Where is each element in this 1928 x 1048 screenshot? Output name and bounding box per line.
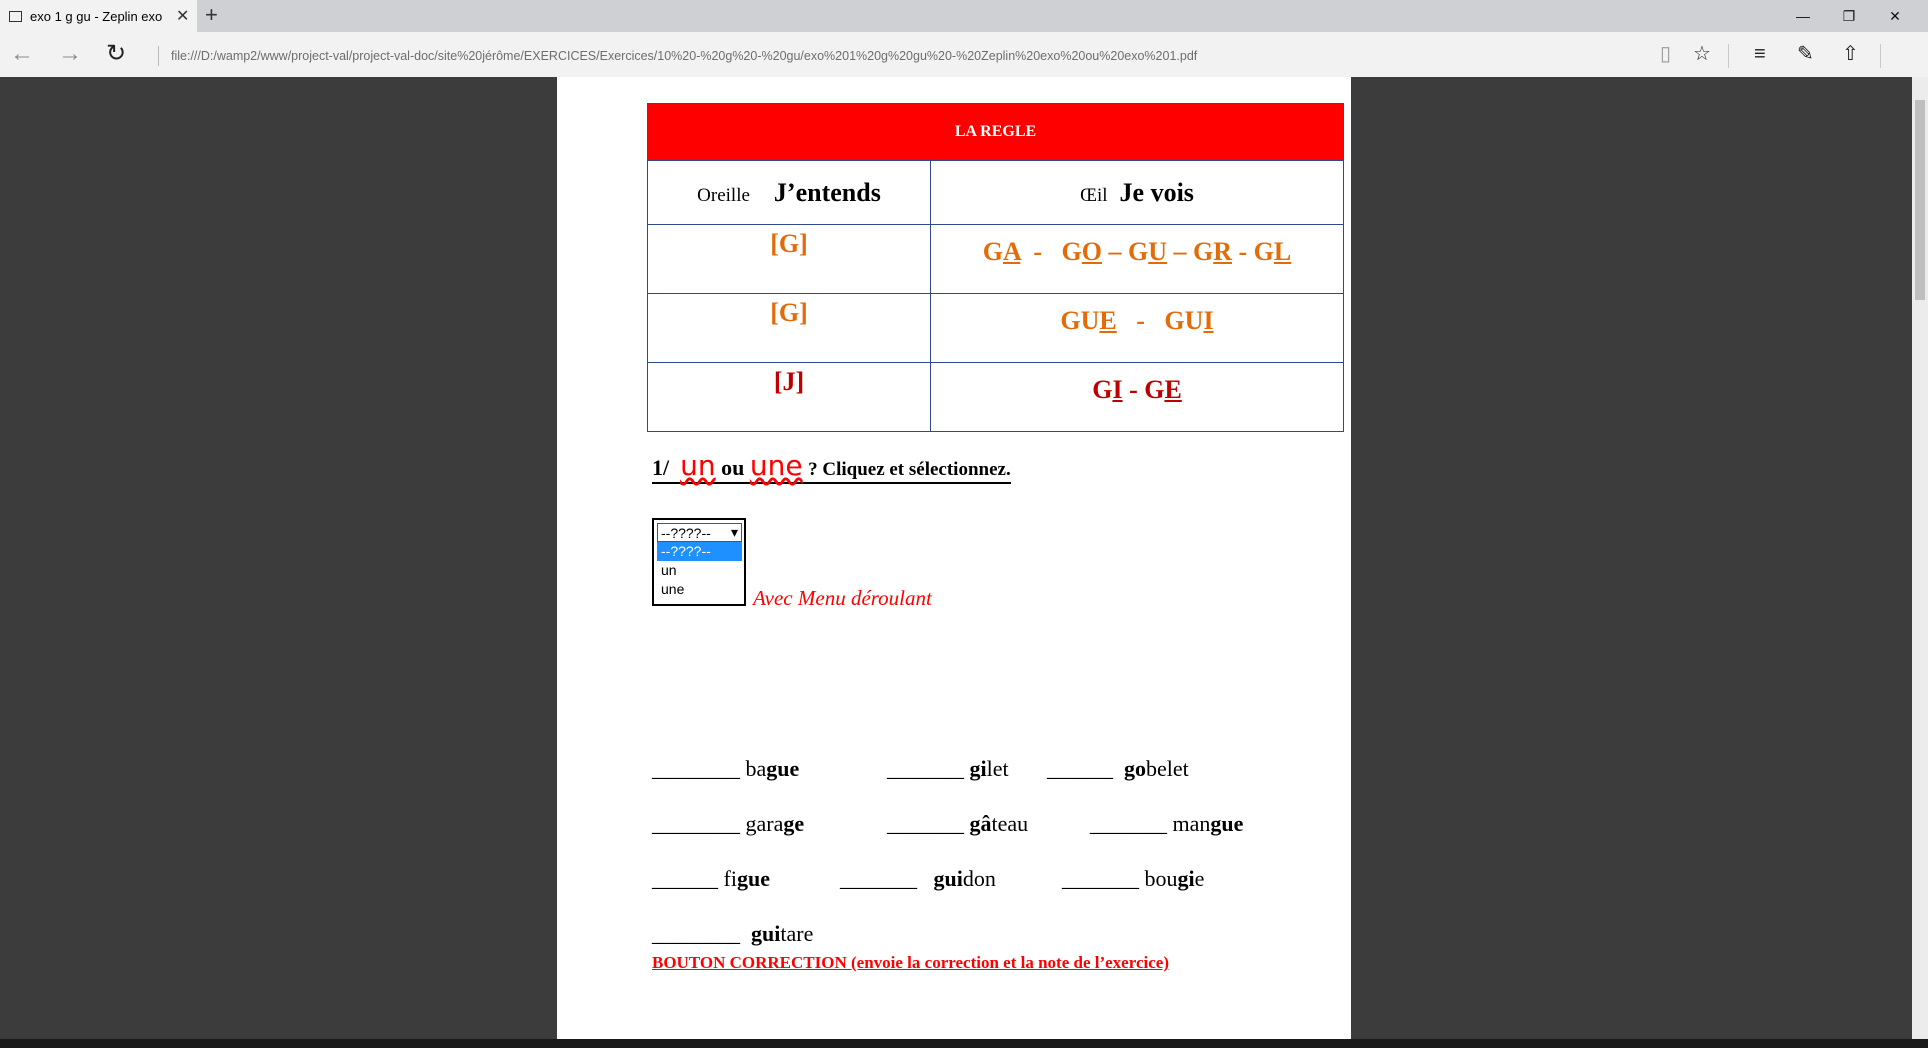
close-window-icon[interactable]: ✕ xyxy=(1889,7,1901,24)
pdf-page xyxy=(557,77,1351,1039)
instruction-text: ? Cliquez et sélectionnez. xyxy=(808,459,1011,480)
new-tab-button[interactable]: + xyxy=(205,2,218,27)
scrollbar-thumb[interactable] xyxy=(1915,100,1925,300)
hub-icon[interactable]: ≡ xyxy=(1754,43,1766,65)
toolbar-separator xyxy=(1728,44,1729,68)
sound-label: [G] xyxy=(770,298,808,327)
spelling-cell xyxy=(931,294,1344,363)
page-icon xyxy=(9,11,22,22)
question-title xyxy=(652,449,1011,484)
web-note-icon[interactable]: ✎ xyxy=(1797,43,1814,65)
spelling-text: GA - GO – GU – GR - GL xyxy=(982,237,1292,266)
dropdown-option[interactable]: une xyxy=(661,581,685,597)
forward-icon[interactable]: → xyxy=(58,40,82,67)
back-icon[interactable]: ← xyxy=(10,40,34,67)
close-tab-icon[interactable]: ✕ xyxy=(176,8,190,25)
navigation-bar xyxy=(0,32,1928,77)
dropdown-selected[interactable]: --????-- ▾ xyxy=(657,523,742,542)
word-item: _______ gâteau xyxy=(887,811,1029,836)
word-item: ________ guitare xyxy=(652,921,814,946)
scrollbar[interactable] xyxy=(1912,77,1928,1039)
see-header xyxy=(931,161,1344,225)
word-item: ________ bague xyxy=(652,756,800,781)
hear-label: J’entends xyxy=(773,177,881,207)
word-item: ______ gobelet xyxy=(1047,756,1189,781)
favorite-star-icon[interactable]: ☆ xyxy=(1693,43,1711,65)
word-item: _______ guidon xyxy=(840,866,996,891)
ou-word: ou xyxy=(721,455,745,480)
refresh-icon[interactable]: ↻ xyxy=(106,40,127,67)
sound-cell xyxy=(648,363,931,432)
chevron-down-icon: ▾ xyxy=(730,524,738,540)
sound-label: [G] xyxy=(770,229,808,258)
dropdown-option[interactable]: --????-- xyxy=(657,542,742,561)
spelling-cell xyxy=(931,225,1344,294)
dropdown-caption: Avec Menu déroulant xyxy=(753,586,932,610)
hear-header xyxy=(648,161,931,225)
restore-icon[interactable]: ❐ xyxy=(1842,7,1856,24)
sound-cell xyxy=(648,294,931,363)
reading-view-icon[interactable]: ▯ xyxy=(1660,43,1672,65)
dropdown-option[interactable]: un xyxy=(661,562,677,578)
spelling-text: GI - GE xyxy=(1092,375,1182,404)
address-bar[interactable]: file:///D:/wamp2/www/project-val/project-val-doc/site%20jérôme/EXERCICES/Exercices/10%20-%20g%20-%20gu/exo%201%20g%20gu%20-%20Zeplin%20exo%20ou%20exo%201.pdf xyxy=(158,46,1651,66)
see-label: Je vois xyxy=(1119,177,1194,207)
tab-title: exo 1 g gu - Zeplin exo xyxy=(30,8,163,24)
spelling-text: GUE - GUI xyxy=(1060,306,1214,335)
title-bar xyxy=(0,0,1928,32)
rule-title: LA REGLE xyxy=(648,104,1344,161)
bottom-strip xyxy=(0,1039,1928,1048)
une-word: une xyxy=(749,449,803,482)
word-item: _______ mangue xyxy=(1090,811,1244,836)
toolbar-separator xyxy=(1880,44,1881,68)
sound-cell xyxy=(648,225,931,294)
rule-table xyxy=(647,103,1344,432)
sound-label: [J] xyxy=(773,367,805,396)
minimize-icon[interactable]: — xyxy=(1796,8,1810,24)
share-icon[interactable]: ⇧ xyxy=(1842,43,1859,65)
correction-button[interactable]: BOUTON CORRECTION (envoie la correction et la note de l’exercice) xyxy=(652,953,1169,972)
spelling-cell xyxy=(931,363,1344,432)
browser-tab[interactable] xyxy=(0,0,197,32)
question-number: 1/ xyxy=(652,455,670,480)
word-item: ______ figue xyxy=(652,866,770,891)
eye-label: Œil xyxy=(1080,184,1108,206)
word-item: _______ bougie xyxy=(1062,866,1205,891)
ear-label: Oreille xyxy=(697,184,750,206)
word-item: ________ garage xyxy=(652,811,805,836)
article-dropdown[interactable] xyxy=(652,518,746,606)
word-item: _______ gilet xyxy=(887,756,1009,781)
un-word: un xyxy=(680,449,716,482)
